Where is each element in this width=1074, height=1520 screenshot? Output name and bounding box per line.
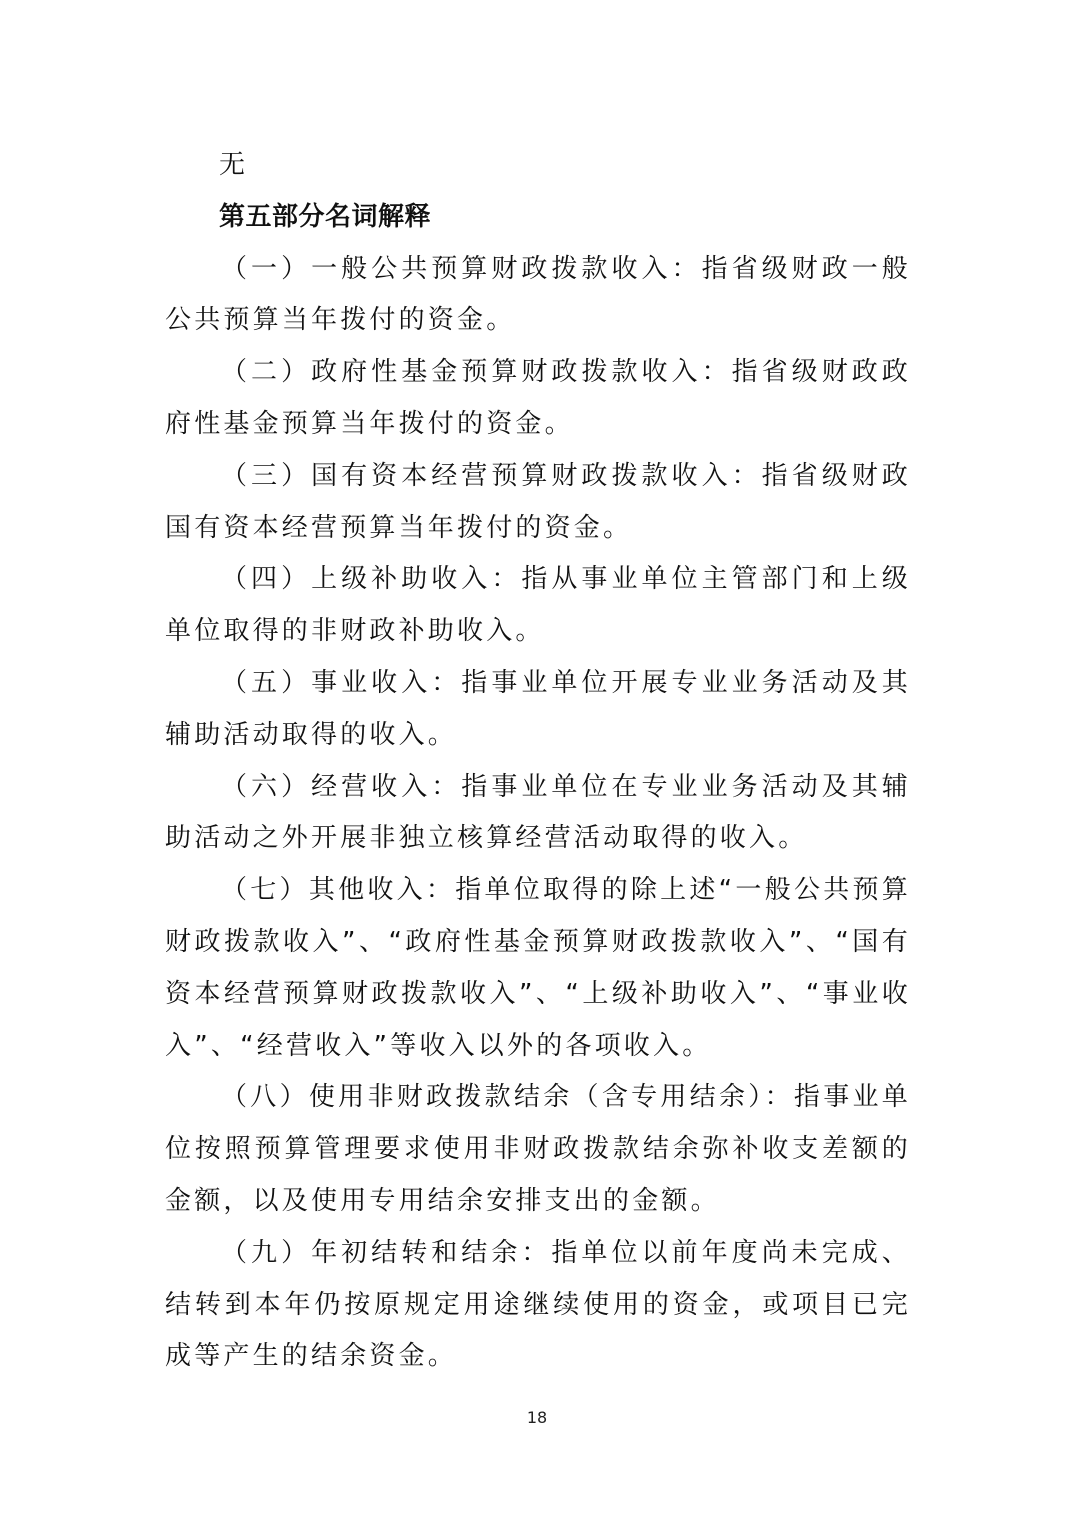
paragraph-7: （七）其他收入：指单位取得的除上述“一般公共预算财政拨款收入”、“政府性基金预算财政拨款收入”、“国有资本经营预算财政拨款收入”、“上级补助收入”、“事业收入”、“经营收入”等收入以外的各项收入。 bbox=[165, 875, 911, 1061]
paragraph-9: （九）年初结转和结余：指单位以前年度尚未完成、结转到本年仍按原规定用途继续使用的资金，或项目已完成等产生的结余资金。 bbox=[165, 1237, 911, 1372]
paragraph-4: （四）上级补助收入：指从事业单位主管部门和上级单位取得的非财政补助收入。 bbox=[165, 564, 911, 647]
paragraph-2: （二）政府性基金预算财政拨款收入：指省级财政政府性基金预算当年拨付的资金。 bbox=[165, 357, 911, 439]
paragraph-6: （六）经营收入：指事业单位在专业业务活动及其辅助活动之外开展非独立核算经营活动取得的收入。 bbox=[165, 771, 911, 854]
intro-text: 无 bbox=[219, 150, 248, 180]
page-number: 18 bbox=[526, 1408, 548, 1427]
paragraph-1: （一）一般公共预算财政拨款收入：指省级财政一般公共预算当年拨付的资金。 bbox=[165, 253, 911, 336]
paragraph-3: （三）国有资本经营预算财政拨款收入：指省级财政国有资本经营预算当年拨付的资金。 bbox=[165, 460, 911, 543]
section-title: 第五部分名词解释 bbox=[219, 201, 432, 232]
document-body bbox=[165, 140, 911, 1383]
paragraph-8: （八）使用非财政拨款结余（含专用结余）：指事业单位按照预算管理要求使用非财政拨款结余弥补收支差额的金额，以及使用专用结余安排支出的金额。 bbox=[165, 1082, 911, 1216]
paragraph-5: （五）事业收入：指事业单位开展专业业务活动及其辅助活动取得的收入。 bbox=[165, 667, 911, 750]
